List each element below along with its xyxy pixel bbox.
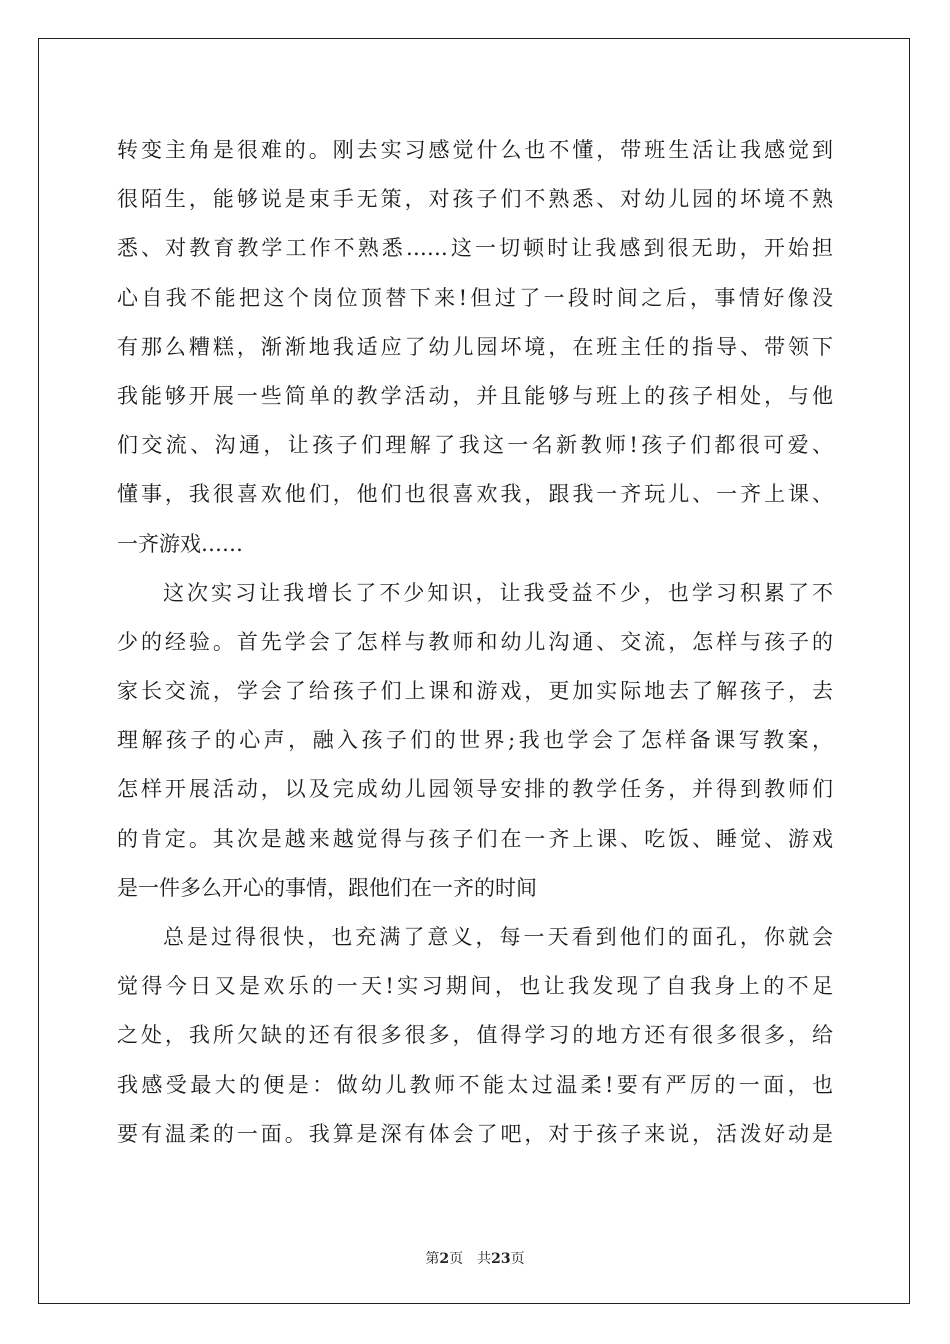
total-prefix: 共: [477, 1251, 492, 1267]
text-line: 家长交流，学会了给孩子们上课和游戏，更加实际地去了解孩子，去: [117, 679, 833, 704]
page-prefix: 第: [425, 1251, 440, 1267]
text-line: 是一件多么开心的事情，跟他们在一齐的时间: [117, 875, 537, 900]
text-line: 总是过得很快，也充满了意义，每一天看到他们的面孔，你就会: [163, 925, 833, 949]
text-line: 很陌生，能够说是束手无策，对孩子们不熟悉、对幼儿园的坏境不熟: [117, 187, 833, 212]
page-number: 2: [439, 1251, 450, 1267]
text-line: 之处，我所欠缺的还有很多很多，值得学习的地方还有很多很多，给: [117, 1023, 833, 1048]
text-line: 这次实习让我增长了不少知识，让我受益不少，也学习积累了不: [163, 580, 833, 605]
total-suffix: 页: [510, 1251, 525, 1267]
text-line: 们交流、沟通，让孩子们理解了我这一名新教师!孩子们都很可爱、: [117, 433, 833, 458]
page-footer: [0, 1248, 950, 1268]
text-line: 理解孩子的心声，融入孩子们的世界;我也学会了怎样备课写教案，: [117, 728, 833, 753]
text-line: 要有温柔的一面。我算是深有体会了吧，对于孩子来说，活泼好动是: [117, 1121, 833, 1146]
text-line: 转变主角是很难的。刚去实习感觉什么也不懂，带班生活让我感觉到: [117, 138, 833, 162]
text-line: 我感受最大的便是：做幼儿教师不能太过温柔!要有严厉的一面，也: [117, 1072, 833, 1097]
text-line: 心自我不能把这个岗位顶替下来!但过了一段时间之后，事情好像没: [117, 285, 833, 310]
text-line: 少的经验。首先学会了怎样与教师和幼儿沟通、交流，怎样与孩子的: [117, 629, 833, 654]
text-line: 一齐游戏……: [117, 531, 243, 556]
text-line: 的肯定。其次是越来越觉得与孩子们在一齐上课、吃饭、睡觉、游戏: [117, 826, 833, 851]
text-line: 我能够开展一些简单的教学活动，并且能够与班上的孩子相处，与他: [117, 383, 833, 408]
text-line: 有那么糟糕，渐渐地我适应了幼儿园坏境，在班主任的指导、带领下: [117, 334, 833, 359]
total-pages: 23: [491, 1251, 511, 1267]
document-body: [117, 126, 833, 1159]
text-line: 懂事，我很喜欢他们，他们也很喜欢我，跟我一齐玩儿、一齐上课、: [117, 482, 833, 507]
text-line: 怎样开展活动，以及完成幼儿园领导安排的教学任务，并得到教师们: [117, 777, 833, 802]
text-line: 悉、对教育教学工作不熟悉……这一切顿时让我感到很无助，开始担: [117, 236, 833, 261]
page-suffix: 页: [449, 1251, 464, 1267]
text-line: 觉得今日又是欢乐的一天!实习期间，也让我发现了自我身上的不足: [117, 974, 833, 999]
